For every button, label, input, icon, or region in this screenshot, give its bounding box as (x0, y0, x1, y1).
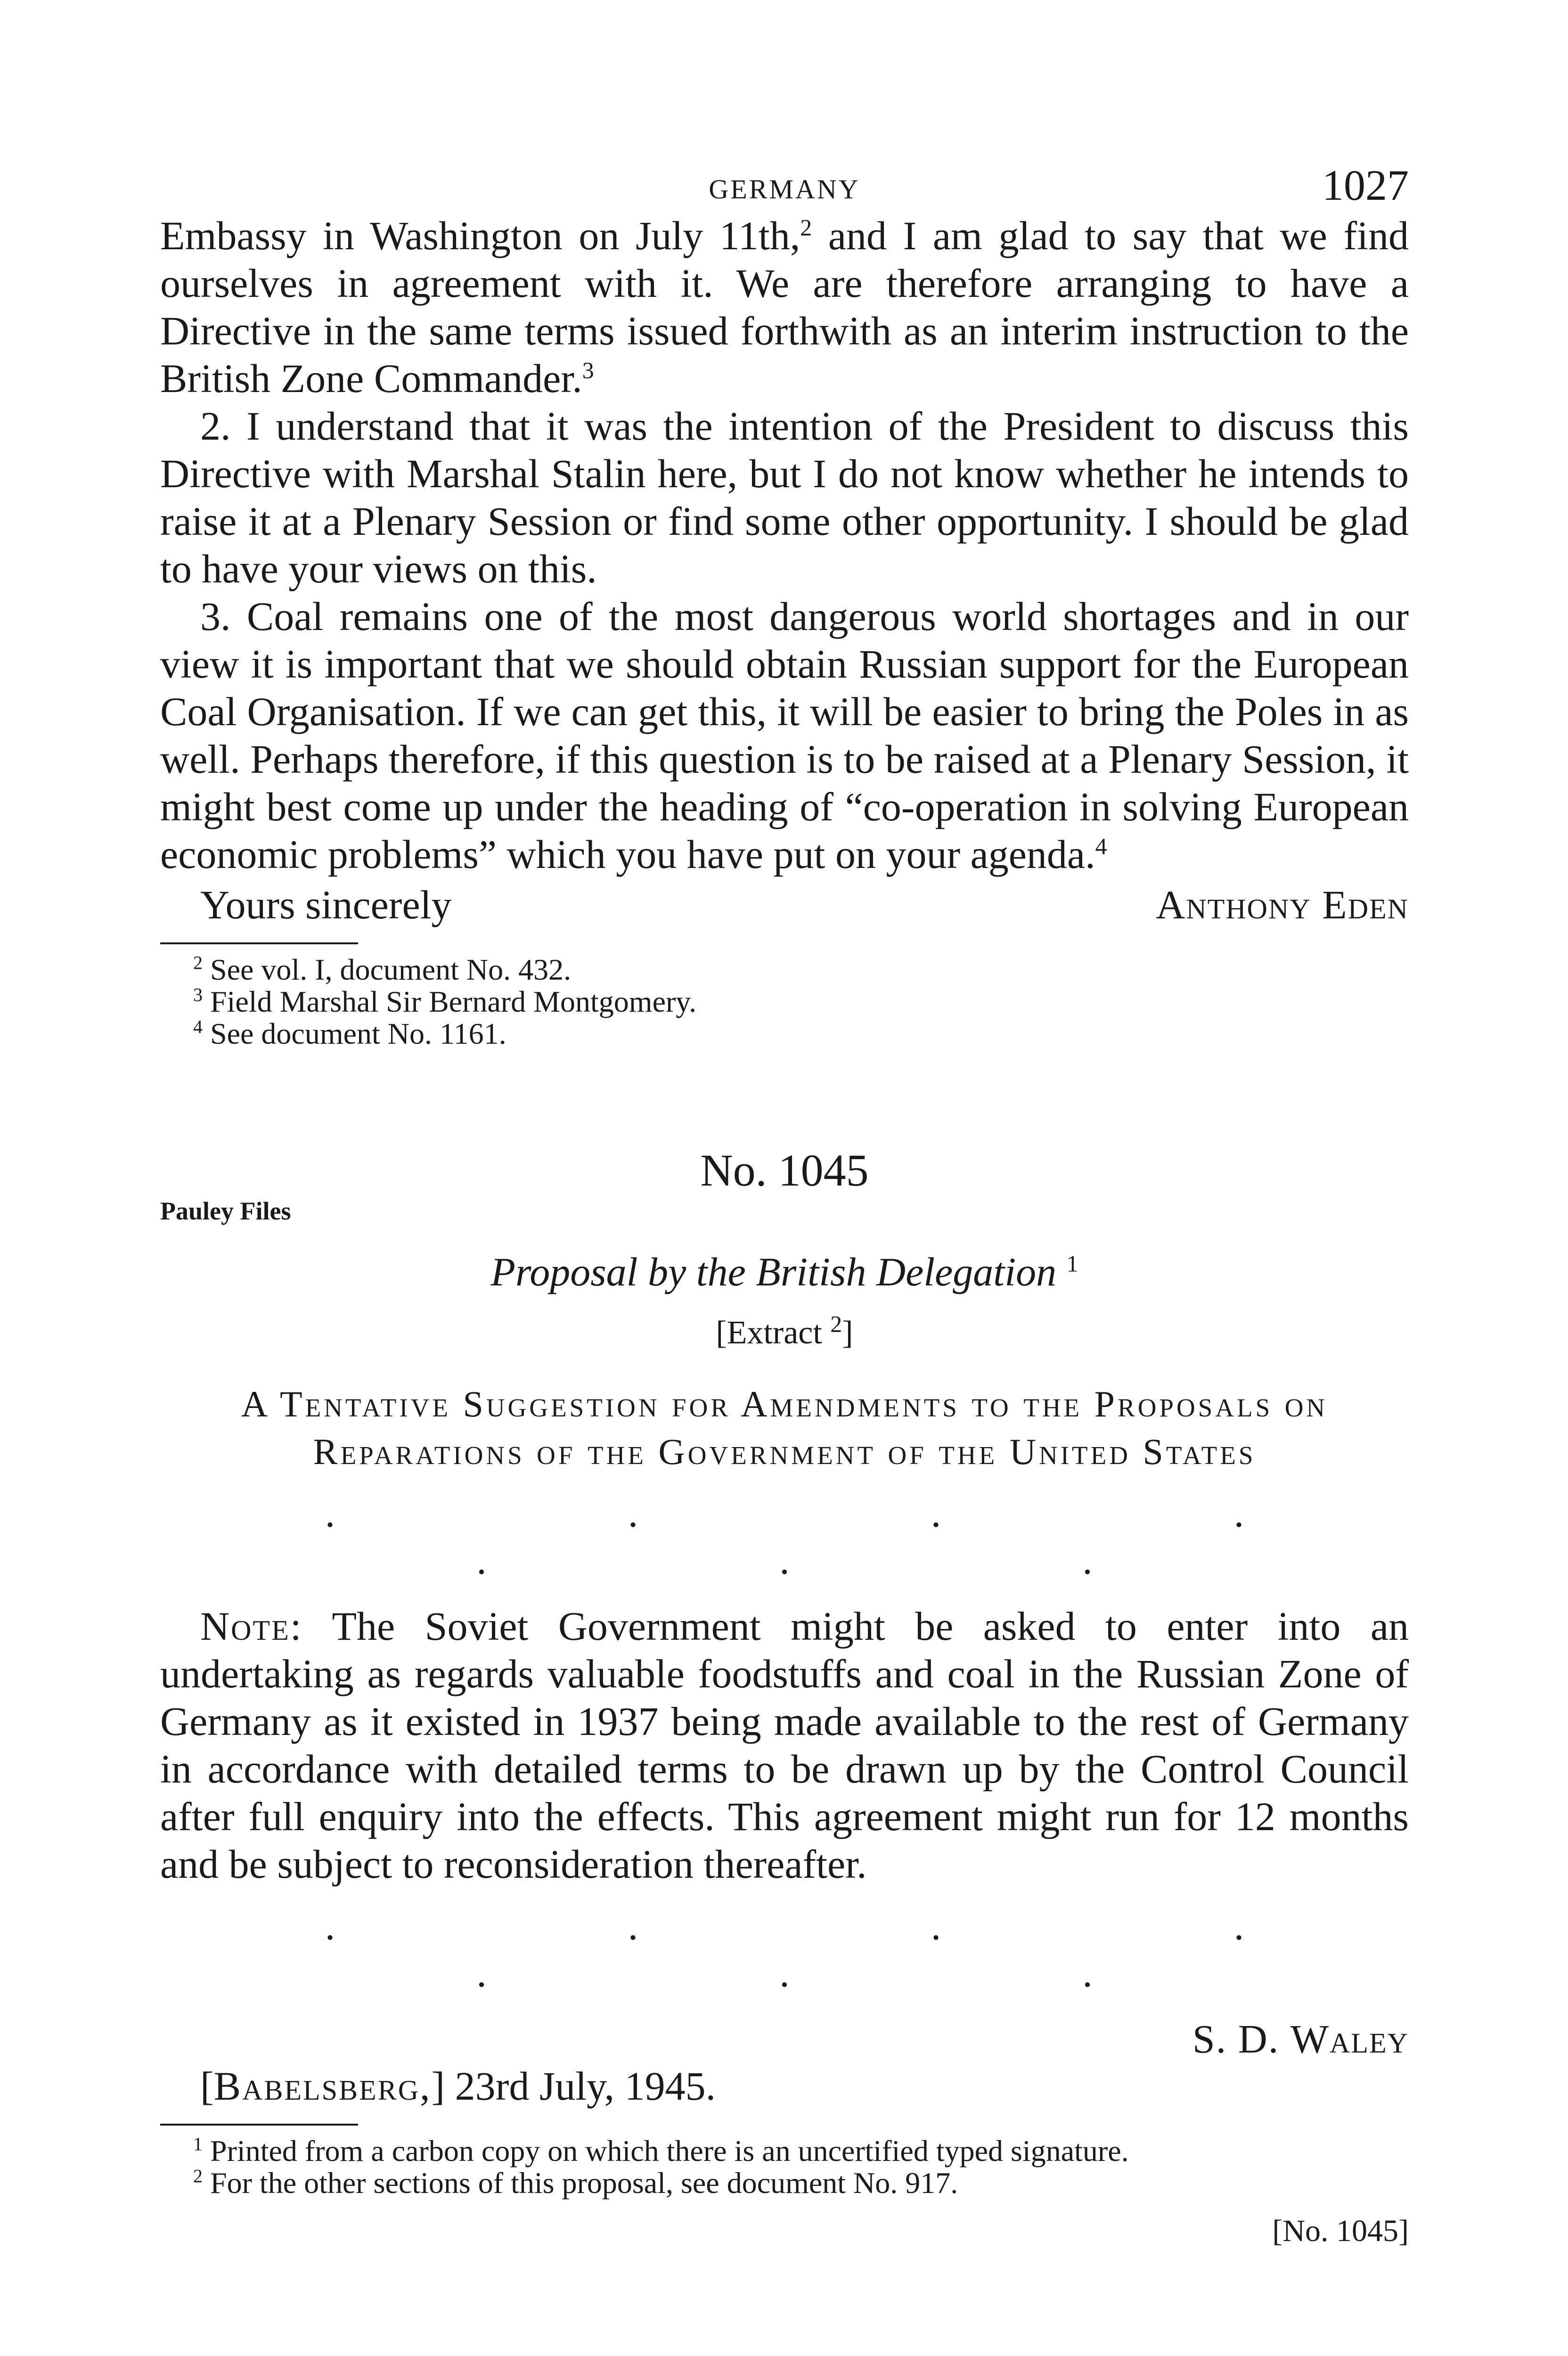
dateline (200, 2062, 1409, 2110)
catchword: [No. 1045] (1272, 2214, 1409, 2248)
letter-paragraph-1 (160, 212, 1409, 402)
footnote-number: 2 (193, 2165, 203, 2187)
footnote (193, 1018, 1409, 1050)
footnote (193, 986, 1409, 1018)
footnote-rule (160, 942, 358, 944)
ellipsis-row: . . . . . . . (325, 1490, 1386, 1583)
note-label: Note: (200, 1603, 303, 1649)
page-number: 1027 (1322, 161, 1409, 209)
footnote (193, 954, 1409, 986)
signer-initials: S. D. (1192, 2016, 1290, 2062)
text: [Extract (716, 1315, 822, 1351)
text: and I am glad to say that we find ourselves in agreement with it. We are therefore arranging to have a Directive in the same terms issued forthwith as an interim instruction to the British Zone Commander. (160, 213, 1409, 401)
footnote-ref: 1 (1066, 1250, 1078, 1277)
text: ] (842, 1315, 853, 1351)
ellipsis-row: . . . . . . . (325, 1903, 1386, 1996)
title-text: Proposal by the British Delegation (490, 1249, 1057, 1294)
footnote-text: Printed from a carbon copy on which there is an uncertified typed signature. (210, 2134, 1129, 2168)
extract-label (160, 1310, 1409, 1352)
page-header (160, 160, 1409, 212)
document-number: No. 1045 (700, 1145, 869, 1195)
footnote-text: Field Marshal Sir Bernard Montgomery. (210, 985, 697, 1018)
closing-phrase: Yours sincerely (200, 882, 452, 927)
text: ] 23rd July, 1945. (431, 2063, 716, 2109)
letter-closing (160, 881, 1409, 928)
document-source: Pauley Files (160, 1197, 291, 1225)
footnote-number: 4 (193, 1016, 203, 1038)
text: 3. Coal remains one of the most dangerous world shortages and in our view it is important that we should obtain Russian support for the European Coal Organisation. If we can get this, it will be easier to bring the Poles in as well. Perhaps therefore, if this question is to be raised at a Plenary Session, it might best come up under the heading of “co-operation in solving European economic problems” which you have put on your agenda. (160, 594, 1409, 877)
footnote-ref: 3 (582, 357, 594, 384)
signature: Anthony Eden (1156, 882, 1409, 927)
footnote-rule (160, 2124, 358, 2126)
note-text: The Soviet Government might be asked to enter into an undertaking as regards valuable foodstuffs and coal in the Russian Zone of Germany as it existed in 1937 being made available to the rest of Germany in accordance with detailed terms to be drawn up by the Control Council after full enquiry into the effects. This agreement might run for 12 months and be subject to reconsideration thereafter. (160, 1603, 1409, 1887)
letter-paragraph-2: 2. I understand that it was the intention of the President to discuss this Directive with Marshal Stalin here, but I do not know whether he intends to raise it at a Plenary Session or find some other opportunity. I should be glad to have your views on this. (160, 403, 1409, 591)
footnote-text: See vol. I, document No. 432. (210, 953, 572, 986)
signer-name: Waley (1290, 2016, 1409, 2062)
footnote-ref: 2 (830, 1310, 842, 1337)
footnote-number: 1 (193, 2133, 203, 2155)
running-head: GERMANY (709, 174, 860, 205)
footnote-ref: 2 (800, 214, 812, 241)
dateline-place: Babelsberg, (213, 2063, 432, 2109)
document-title (160, 1248, 1409, 1295)
footnote (193, 2167, 1409, 2199)
heading-line: A Tentative Suggestion for Amendments to the Proposals on (241, 1383, 1328, 1424)
footnote-text: For the other sections of this proposal, see document No. 917. (210, 2166, 958, 2200)
footnote (193, 2135, 1409, 2167)
footnote-number: 2 (193, 952, 203, 973)
footnote-text: See document No. 1161. (210, 1017, 506, 1050)
note-paragraph (160, 1603, 1409, 1888)
footnote-ref: 4 (1095, 833, 1107, 859)
text: Embassy in Washington on July 11th, (160, 213, 800, 258)
text: [ (200, 2063, 214, 2109)
source-row (160, 1196, 1409, 1225)
footnote-number: 3 (193, 984, 203, 1006)
page (160, 160, 1409, 2249)
letter-paragraph-3 (160, 593, 1409, 878)
document-heading (160, 1380, 1409, 1475)
heading-line: Reparations of the Government of the United States (313, 1431, 1256, 1472)
signer (160, 2015, 1409, 2062)
